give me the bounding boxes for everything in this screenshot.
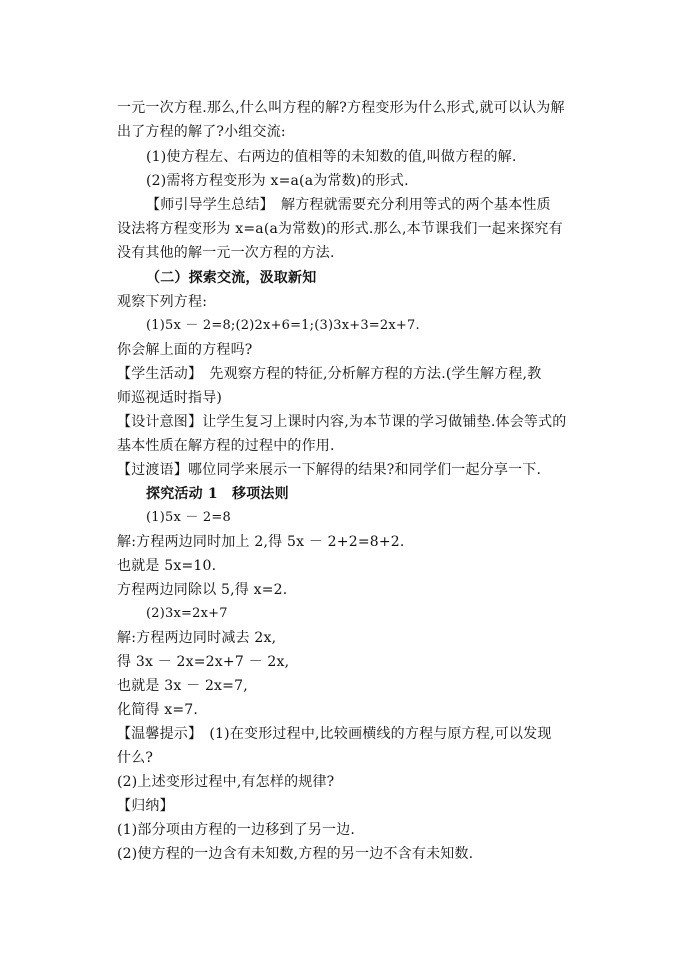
text-line-20: 也就是 5x=10. <box>117 558 217 574</box>
equation-1: (1)5x － 2=8 <box>146 510 231 525</box>
text-line-12: 【学生活动】 先观察方程的特征,分析解方程的方法.(学生解方程,教 <box>117 366 542 382</box>
text-line-13: 师巡视适时指导) <box>117 390 223 406</box>
text-line-14: 【设计意图】让学生复习上课时内容,为本节课的学习做铺垫.体会等式的 <box>117 414 567 430</box>
text-line-30: 【归纳】 <box>117 798 174 814</box>
text-line-5: 【师引导学生总结】 解方程就需要充分利用等式的两个基本性质 <box>146 197 551 213</box>
equation-2: (2)3x=2x+7 <box>146 606 228 621</box>
text-line-4: (2)需将方程变形为 x=a(a为常数)的形式. <box>146 173 409 189</box>
text-line-11: 你会解上面的方程吗? <box>117 342 253 358</box>
activity-heading: 探究活动 1 移项法则 <box>146 486 289 502</box>
text-line-7: 没有其他的解一元一次方程的方法. <box>117 245 335 261</box>
text-line-21: 方程两边同除以 5,得 x=2. <box>117 582 288 598</box>
text-line-24: 得 3x － 2x=2x+7 － 2x, <box>117 654 290 670</box>
text-line-6: 设法将方程变形为 x=a(a为常数)的形式.那么,本节课我们一起来探究有 <box>117 221 563 237</box>
text-line-3: (1)使方程左、右两边的值相等的未知数的值,叫做方程的解. <box>146 149 517 165</box>
section-heading: （二）探索交流，汲取新知 <box>146 270 317 286</box>
text-line-15: 基本性质在解方程的过程中的作用. <box>117 438 335 454</box>
equation-list: (1)5x － 2=8;(2)2x+6=1;(3)3x+3=2x+7. <box>146 318 420 333</box>
text-line-23: 解:方程两边同时减去 2x, <box>117 630 277 646</box>
text-line-29: (2)上述变形过程中,有怎样的规律? <box>117 774 335 790</box>
text-line-19: 解:方程两边同时加上 2,得 5x － 2+2=8+2. <box>117 534 405 550</box>
text-line-9: 观察下列方程: <box>117 294 208 310</box>
text-line-25: 也就是 3x － 2x=7, <box>117 678 248 694</box>
text-line-28: 什么? <box>117 750 154 766</box>
text-line-2: 出了方程的解了?小组交流: <box>117 124 286 140</box>
text-line-31: (1)部分项由方程的一边移到了另一边. <box>117 822 356 838</box>
text-line-26: 化简得 x=7. <box>117 702 199 718</box>
text-line-1: 一元一次方程.那么,什么叫方程的解?方程变形为什么形式,就可以认为解 <box>117 100 565 116</box>
text-line-32: (2)使方程的一边含有未知数,方程的另一边不含有未知数. <box>117 846 474 862</box>
text-line-16: 【过渡语】哪位同学来展示一下解得的结果?和同学们一起分享一下. <box>117 462 542 478</box>
text-line-27: 【温馨提示】 (1)在变形过程中,比较画横线的方程与原方程,可以发现 <box>117 726 552 742</box>
